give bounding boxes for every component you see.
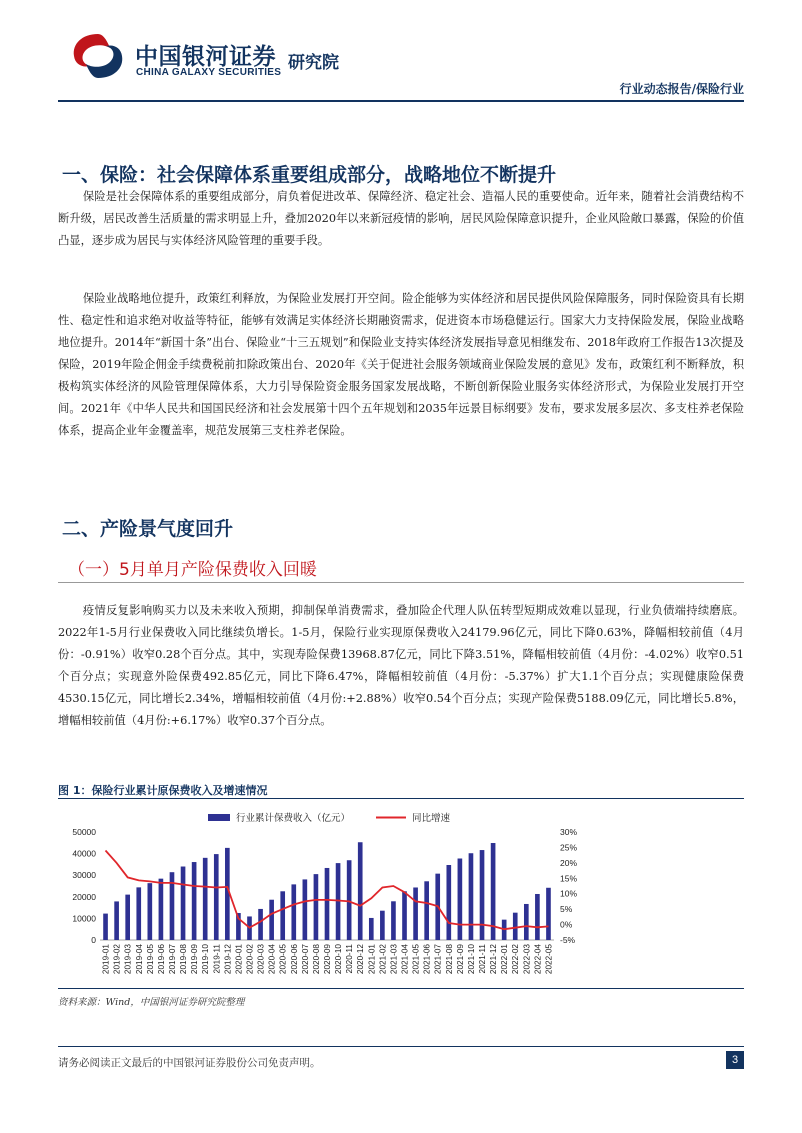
x-tick-label: 2020-02	[245, 944, 255, 975]
footer-disclaimer: 请务必阅读正文最后的中国银河证券股份公司免责声明。	[58, 1057, 321, 1069]
premium-bar	[325, 868, 330, 940]
x-tick-label: 2020-09	[323, 944, 332, 975]
report-type-label: 行业动态报告/保险行业	[619, 82, 744, 96]
x-tick-label: 2019-05	[145, 944, 155, 975]
premium-bar	[125, 895, 130, 940]
header-divider	[58, 100, 744, 102]
premium-bar	[114, 901, 119, 940]
x-tick-label: 2020-07	[300, 944, 310, 975]
x-tick-label: 2021-11	[478, 944, 488, 974]
premium-bar	[314, 874, 319, 940]
section-1-paragraph-1: 保险是社会保障体系的重要组成部分，肩负着促进改革、保障经济、稳定社会、造福人民的重要使命。近年来，随着社会消费结构不断升级，居民改善生活质量的需求明显上升，叠加2020年以来新冠疫情的影响，居民风险保障意识提升，企业风险敞口暴露，保险的价值凸显，逐步成为居民与实体经济风险管理的重要手段。	[58, 190, 744, 247]
right-tick-label: 10%	[560, 888, 578, 899]
left-tick-label: 20000	[72, 891, 96, 902]
x-tick-label: 2022-03	[522, 944, 532, 975]
brand-name-cn: 中国银河证券	[135, 44, 276, 70]
left-tick-label: 40000	[72, 848, 96, 859]
x-tick-label: 2021-09	[455, 944, 465, 975]
legend-bar-swatch	[208, 814, 230, 821]
x-tick-label: 2022-04	[533, 944, 543, 975]
premium-bar	[280, 891, 285, 940]
x-tick-label: 2021-03	[389, 944, 399, 975]
x-tick-label: 2020-08	[311, 944, 321, 975]
premium-bar	[369, 918, 374, 940]
galaxy-logo-icon	[68, 30, 128, 82]
right-axis	[560, 827, 577, 945]
premium-bar	[269, 900, 274, 940]
x-tick-label: 2021-01	[367, 944, 377, 975]
x-tick-label: 2020-11	[345, 944, 355, 974]
premium-bar	[458, 859, 463, 940]
subtitle-divider	[58, 582, 744, 583]
x-tick-label: 2022-05	[544, 944, 554, 975]
x-tick-label: 2021-02	[378, 944, 388, 975]
x-tick-label: 2020-03	[256, 944, 266, 975]
brand-name-en: CHINA GALAXY SECURITIES	[136, 67, 282, 78]
section-1-title: 一、保险：社会保障体系重要组成部分，战略地位不断提升	[62, 164, 557, 186]
x-tick-label: 2022-01	[500, 944, 510, 975]
x-tick-label: 2021-08	[444, 944, 454, 975]
figure-title: 图 1：保险行业累计原保费收入及增速情况	[58, 784, 268, 797]
x-tick-label: 2020-05	[278, 944, 288, 975]
premium-income-chart	[58, 802, 744, 987]
x-tick-label: 2021-06	[422, 944, 432, 975]
x-tick-label: 2021-10	[466, 944, 476, 975]
premium-bar	[136, 887, 141, 940]
brand-subtitle: 研究院	[288, 53, 339, 73]
section-2-subtitle-1: （一）5月单月产险保费收入回暖	[68, 560, 317, 580]
right-tick-label: 0%	[560, 919, 573, 930]
premium-bar	[291, 884, 296, 940]
premium-bar	[380, 911, 385, 940]
premium-bar	[513, 913, 518, 940]
premium-bar	[480, 850, 485, 940]
premium-bar	[446, 865, 451, 940]
premium-bar	[159, 879, 164, 940]
section-2-title: 二、产险景气度回升	[62, 518, 234, 540]
figure-bottom-rule	[58, 988, 744, 989]
premium-bar	[358, 842, 363, 940]
x-tick-label: 2019-06	[156, 944, 166, 975]
x-tick-label: 2019-02	[112, 944, 122, 975]
x-tick-label: 2022-02	[511, 944, 521, 975]
premium-bar	[148, 883, 153, 940]
figure-source: 资料来源：Wind，中国银河证券研究院整理	[58, 997, 245, 1008]
footer-divider	[58, 1046, 744, 1047]
x-tick-label: 2020-06	[289, 944, 299, 975]
x-tick-label: 2021-04	[400, 944, 410, 975]
premium-bar	[546, 888, 551, 940]
x-tick-label: 2019-07	[167, 944, 177, 975]
x-axis-labels	[102, 944, 554, 974]
x-tick-label: 2021-05	[411, 944, 421, 975]
chart-legend	[208, 812, 451, 824]
page-number: 3	[726, 1051, 744, 1069]
legend-line-label: 同比增速	[412, 813, 451, 824]
left-tick-label: 10000	[72, 913, 96, 924]
premium-bar	[103, 914, 108, 940]
x-tick-label: 2020-10	[334, 944, 344, 975]
premium-bar	[402, 891, 407, 940]
x-tick-label: 2020-04	[267, 944, 277, 975]
legend-bar-label: 行业累计保费收入（亿元）	[236, 813, 351, 824]
figure-top-rule	[58, 798, 744, 799]
left-tick-label: 30000	[72, 870, 96, 881]
premium-bar	[303, 879, 308, 940]
x-tick-label: 2020-01	[234, 944, 244, 975]
x-tick-label: 2021-07	[433, 944, 443, 975]
right-tick-label: 25%	[560, 842, 578, 853]
x-tick-label: 2019-09	[190, 944, 200, 975]
premium-bar	[214, 854, 219, 940]
left-tick-label: 50000	[72, 827, 96, 837]
right-tick-label: 20%	[560, 857, 578, 868]
premium-bar	[192, 862, 197, 940]
premium-bar	[203, 858, 208, 940]
x-tick-label: 2019-03	[123, 944, 133, 975]
right-tick-label: -5%	[560, 935, 576, 945]
premium-bar	[424, 881, 429, 940]
x-tick-label: 2019-01	[101, 944, 111, 975]
x-tick-label: 2019-10	[201, 944, 211, 975]
premium-bar	[413, 887, 418, 940]
x-tick-label: 2019-11	[212, 944, 222, 974]
premium-bar	[336, 863, 341, 940]
right-tick-label: 5%	[560, 904, 573, 915]
premium-bar	[258, 909, 263, 940]
report-header	[0, 0, 802, 110]
premium-bar	[391, 901, 396, 940]
premium-bar	[524, 904, 529, 940]
premium-bar	[469, 853, 474, 940]
premium-bar	[181, 867, 186, 940]
x-tick-label: 2019-12	[223, 944, 233, 975]
premium-bar	[535, 894, 540, 940]
premium-bar	[347, 860, 352, 940]
section-2-paragraph-1: 疫情反复影响购买力以及未来收入预期，抑制保单消费需求，叠加险企代理人队伍转型短期成效难以显现，行业负债端持续磨底。2022年1-5月行业保费收入同比继续负增长。1-5月，保险行业实现原保费收入24179.96亿元，同比下降0.63%，降幅相较前值（4月份：-0.91%）收窄0.28个百分点。其中，实现寿险保费13968.87亿元，同比下降3.51%，降幅相较前值（4月份：-4.02%）收窄0.51个百分点；实现意外险保费492.85亿元，同比下降6.47%，降幅相较前值（4月份：-5.37%）扩大1.1个百分点；实现健康险保费4530.15亿元，同比增长2.34%，增幅相较前值（4月份:+2.88%）收窄0.54个百分点；实现产险保费5188.09亿元，同比增长5.8%，增幅相较前值（4月份:+6.17%）收窄0.37个百分点。	[58, 604, 744, 727]
right-tick-label: 30%	[560, 827, 578, 837]
left-tick-label: 0	[91, 935, 96, 945]
x-tick-label: 2020-12	[356, 944, 366, 975]
section-1-paragraph-2: 保险业战略地位提升，政策红利释放，为保险业发展打开空间。险企能够为实体经济和居民提供风险保障服务，同时保险资具有长期性、稳定性和追求绝对收益等特征，能够有效满足实体经济长期融资需求，促进资本市场稳健运行。国家大力支持保险发展，保险业战略地位提升。2014年“新国十条”出台、保险业“十三五规划”和保险业支持实体经济发展指导意见相继发布、2018年政府工作报告13次提及保险，2019年险企佣金手续费税前扣除政策出台、2020年《关于促进社会服务领域商业保险发展的意见》发布，政策红利不断释放，积极构筑实体经济的风险管理保障体系，大力引导保险资金服务国家发展战略，不断创新保险业服务实体经济形式，为保险业发展打开空间。2021年《中华人民共和国国民经济和社会发展第十四个五年规划和2035年远景目标纲要》发布，要求发展多层次、多支柱养老保险体系，提高企业年金覆盖率，规范发展第三支柱养老保险。	[58, 292, 744, 437]
x-tick-label: 2019-04	[134, 944, 144, 975]
right-tick-label: 15%	[560, 873, 578, 884]
x-tick-label: 2021-12	[489, 944, 499, 975]
x-tick-label: 2019-08	[179, 944, 189, 975]
